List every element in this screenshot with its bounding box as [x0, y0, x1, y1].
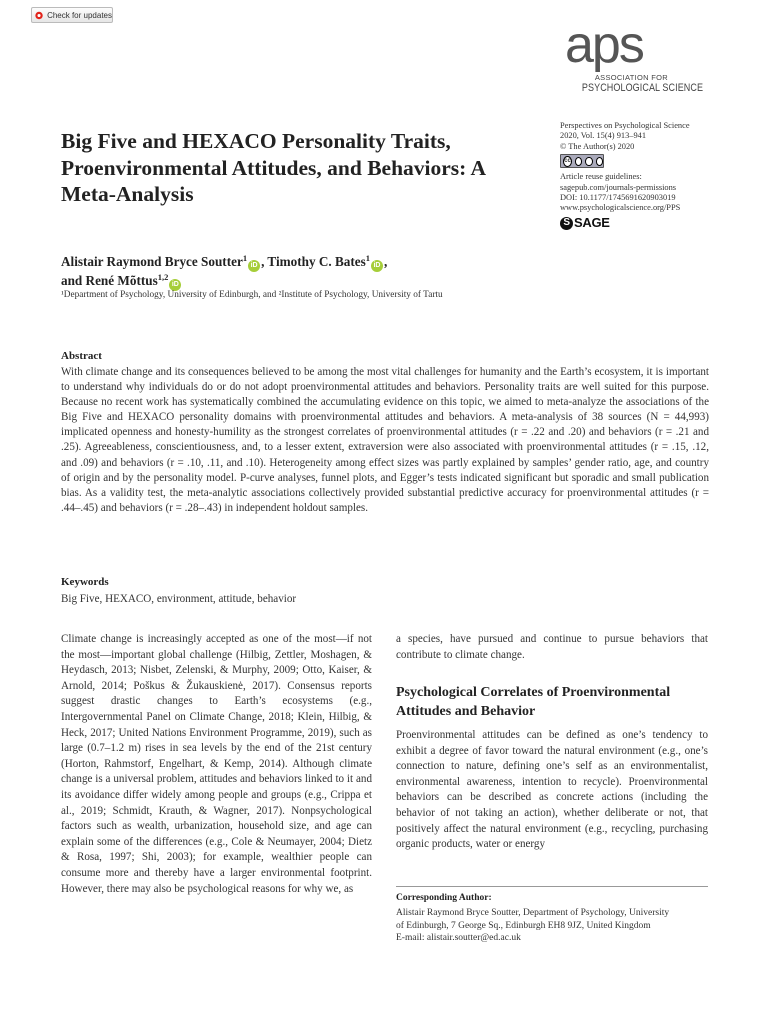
author-list: Alistair Raymond Bryce Soutter$^1$iD , Timothy C. Bates$^1$iD , and René Mõttus$^{1,2}$iD	[61, 253, 521, 291]
reuse-guidelines-link[interactable]: sagepub.com/journals-permissions	[560, 182, 677, 192]
author-affiliation-number: 1	[242, 253, 248, 263]
sage-logo-icon: S	[560, 217, 573, 230]
abstract-text: With climate change and its consequences believed to be among the most vital challenges for humanity and the Earth’s ecosystem, it is important to understand why individuals do or do not adopt proenvironmental attitudes and behaviors. Personality traits are well suited for this purpose. Because no recent work has systematically combined the accumulating evidence on this topic, we aimed to meta-analyze the associations of the Big Five and HEXACO personality domains with proenvironmental attitudes and behaviors. A meta-analysis of 38 sources (N = 44,993) implicated openness and honesty-humility as the strongest correlates of proenvironmental attitudes (r = .22 and .20) and behaviors (r = .21 and .25). Agreeableness, conscientiousness, and, to a lesser extent, extraversion were also associated with proenvironmental attitudes (r = .15, .12, and .09) and behaviors (r = .10, .11, and .10). Heterogeneity among effect sizes was partly explained by samples’ gender ratio, age, and country of origin and by the personality model. P-curve analyses, funnel plots, and Egger’s tests indicated significant but sporadic and small publication bias. As a validity test, the meta-analytic associations collectively provided substantial predictive accuracy for proenvironmental attitudes (r = .44–.45) and behaviors (r = .28–.43) in independent holdout samples.	[61, 366, 709, 514]
publication-info	[560, 121, 760, 230]
keywords-heading: Keywords	[61, 576, 109, 588]
check-for-updates-button[interactable]	[31, 7, 113, 23]
corresponding-author-details	[396, 907, 714, 945]
author-name: Alistair Raymond Bryce Soutter	[61, 254, 243, 269]
sage-logo-text: SAGE	[574, 215, 610, 231]
body-left-column: Climate change is increasingly accepted as one of the most—if not the most—important global challenge (Hilbig, Zettler, Moshagen, & Heydasch, 2013; Nisbet, Zelenski, & Murphy, 2009; Otto, Kaiser, & Arnold, 2014; Poškus & Žukauskienė, 2017). Consensus reports suggest drastic changes to Earth’s ecosystems (e.g., Intergovernmental Panel on Climate Change, 2018; Klein, Hilbig, & Heck, 2017; United Nations Environment Programme, 2019), such as large (0.7–1.2 m) rises in sea levels by the end of the 21st century (Horton, Rahmstorf, Engelhart, & Kemp, 2014). Although climate change is a universal problem, attitudes and behaviors linked to it and its avoidance differ widely among people and groups (e.g., Crippa et al., 2019; Schmidt, Krauth, & Wagner, 2017). Nonpsychological factors such as wealth, urbanization, household size, and age can explain some of the differences (e.g., Cole & Neumayer, 2004; Dietz & Rosa, 1997; Shi, 2003); for example, wealthier people can consume more and thereby have a larger environmental footprint. However, there may also be psychological reasons for why we, as	[61, 633, 372, 895]
author-name: and René Mõttus	[61, 273, 158, 288]
aps-logo-line1: ASSOCIATION FOR	[594, 73, 668, 82]
correspondence-divider	[396, 886, 708, 887]
author-affiliation-number: 1,2	[157, 272, 169, 282]
author-affiliation-number: 1	[365, 253, 370, 263]
corresponding-author-line: of Edinburgh, 7 George Sq., Edinburgh EH8 9JZ, United Kingdom	[396, 920, 651, 931]
author-name: Timothy C. Bates	[267, 254, 366, 269]
orcid-icon[interactable]: iD	[371, 260, 383, 272]
body-right-column-top: a species, have pursued and continue to pursue behaviors that contribute to climate change.	[396, 633, 708, 661]
article-title: Big Five and HEXACO Personality Traits, Proenvironmental Attitudes, and Behaviors: A Meta-Analysis	[61, 129, 485, 206]
doi-link[interactable]: DOI: 10.1177/1745691620903019	[560, 193, 676, 203]
abstract-heading: Abstract	[61, 350, 102, 362]
aps-logo-mark	[563, 24, 668, 72]
journal-site-link[interactable]: www.psychologicalscience.org/PPS	[560, 203, 681, 213]
aps-logo	[563, 24, 704, 94]
journal-volume: 2020, Vol. 15(4) 913–941	[560, 131, 647, 141]
sage-logo	[560, 217, 760, 230]
corresponding-author-heading: Corresponding Author:	[396, 893, 492, 903]
check-for-updates-label: Check for updates	[47, 10, 112, 20]
corresponding-author-email[interactable]: E-mail: alistair.soutter@ed.ac.uk	[396, 933, 521, 944]
orcid-icon[interactable]: iD	[169, 279, 181, 291]
orcid-icon[interactable]: iD	[248, 260, 260, 272]
keywords-text: Big Five, HEXACO, environment, attitude, behavior	[61, 593, 297, 605]
journal-name: Perspectives on Psychological Science	[560, 121, 690, 130]
corresponding-author-line: Alistair Raymond Bryce Soutter, Department of Psychology, University	[396, 908, 670, 918]
body-right-column-main: Proenvironmental attitudes can be defined as one’s tendency to exhibit a degree of favor toward the natural environment (e.g., one’s connection to nature, defining one’s self as an environmentalist, environmental awareness, intention to recycle). Proenvironmental behaviors can be described as concrete actions (including the behavior of not taking an action), whether deliberate or not, that positively affect the natural environment (e.g., recycling, purchasing organic products, water or energy	[396, 729, 708, 851]
cc-by-nc-nd-badge-icon[interactable]: cc	[560, 154, 604, 168]
copyright: © The Author(s) 2020	[560, 141, 635, 151]
aps-logo-text: aps	[565, 24, 643, 72]
reuse-guidelines-label: Article reuse guidelines:	[560, 172, 642, 182]
aps-logo-line2: PSYCHOLOGICAL SCIENCE	[581, 82, 704, 94]
section-heading: Psychological Correlates of Proenvironmental Attitudes and Behavior	[396, 685, 671, 719]
check-updates-icon	[35, 10, 43, 21]
author-affiliations: ¹Department of Psychology, University of Edinburgh, and ²Institute of Psychology, University of Tartu	[61, 290, 443, 300]
